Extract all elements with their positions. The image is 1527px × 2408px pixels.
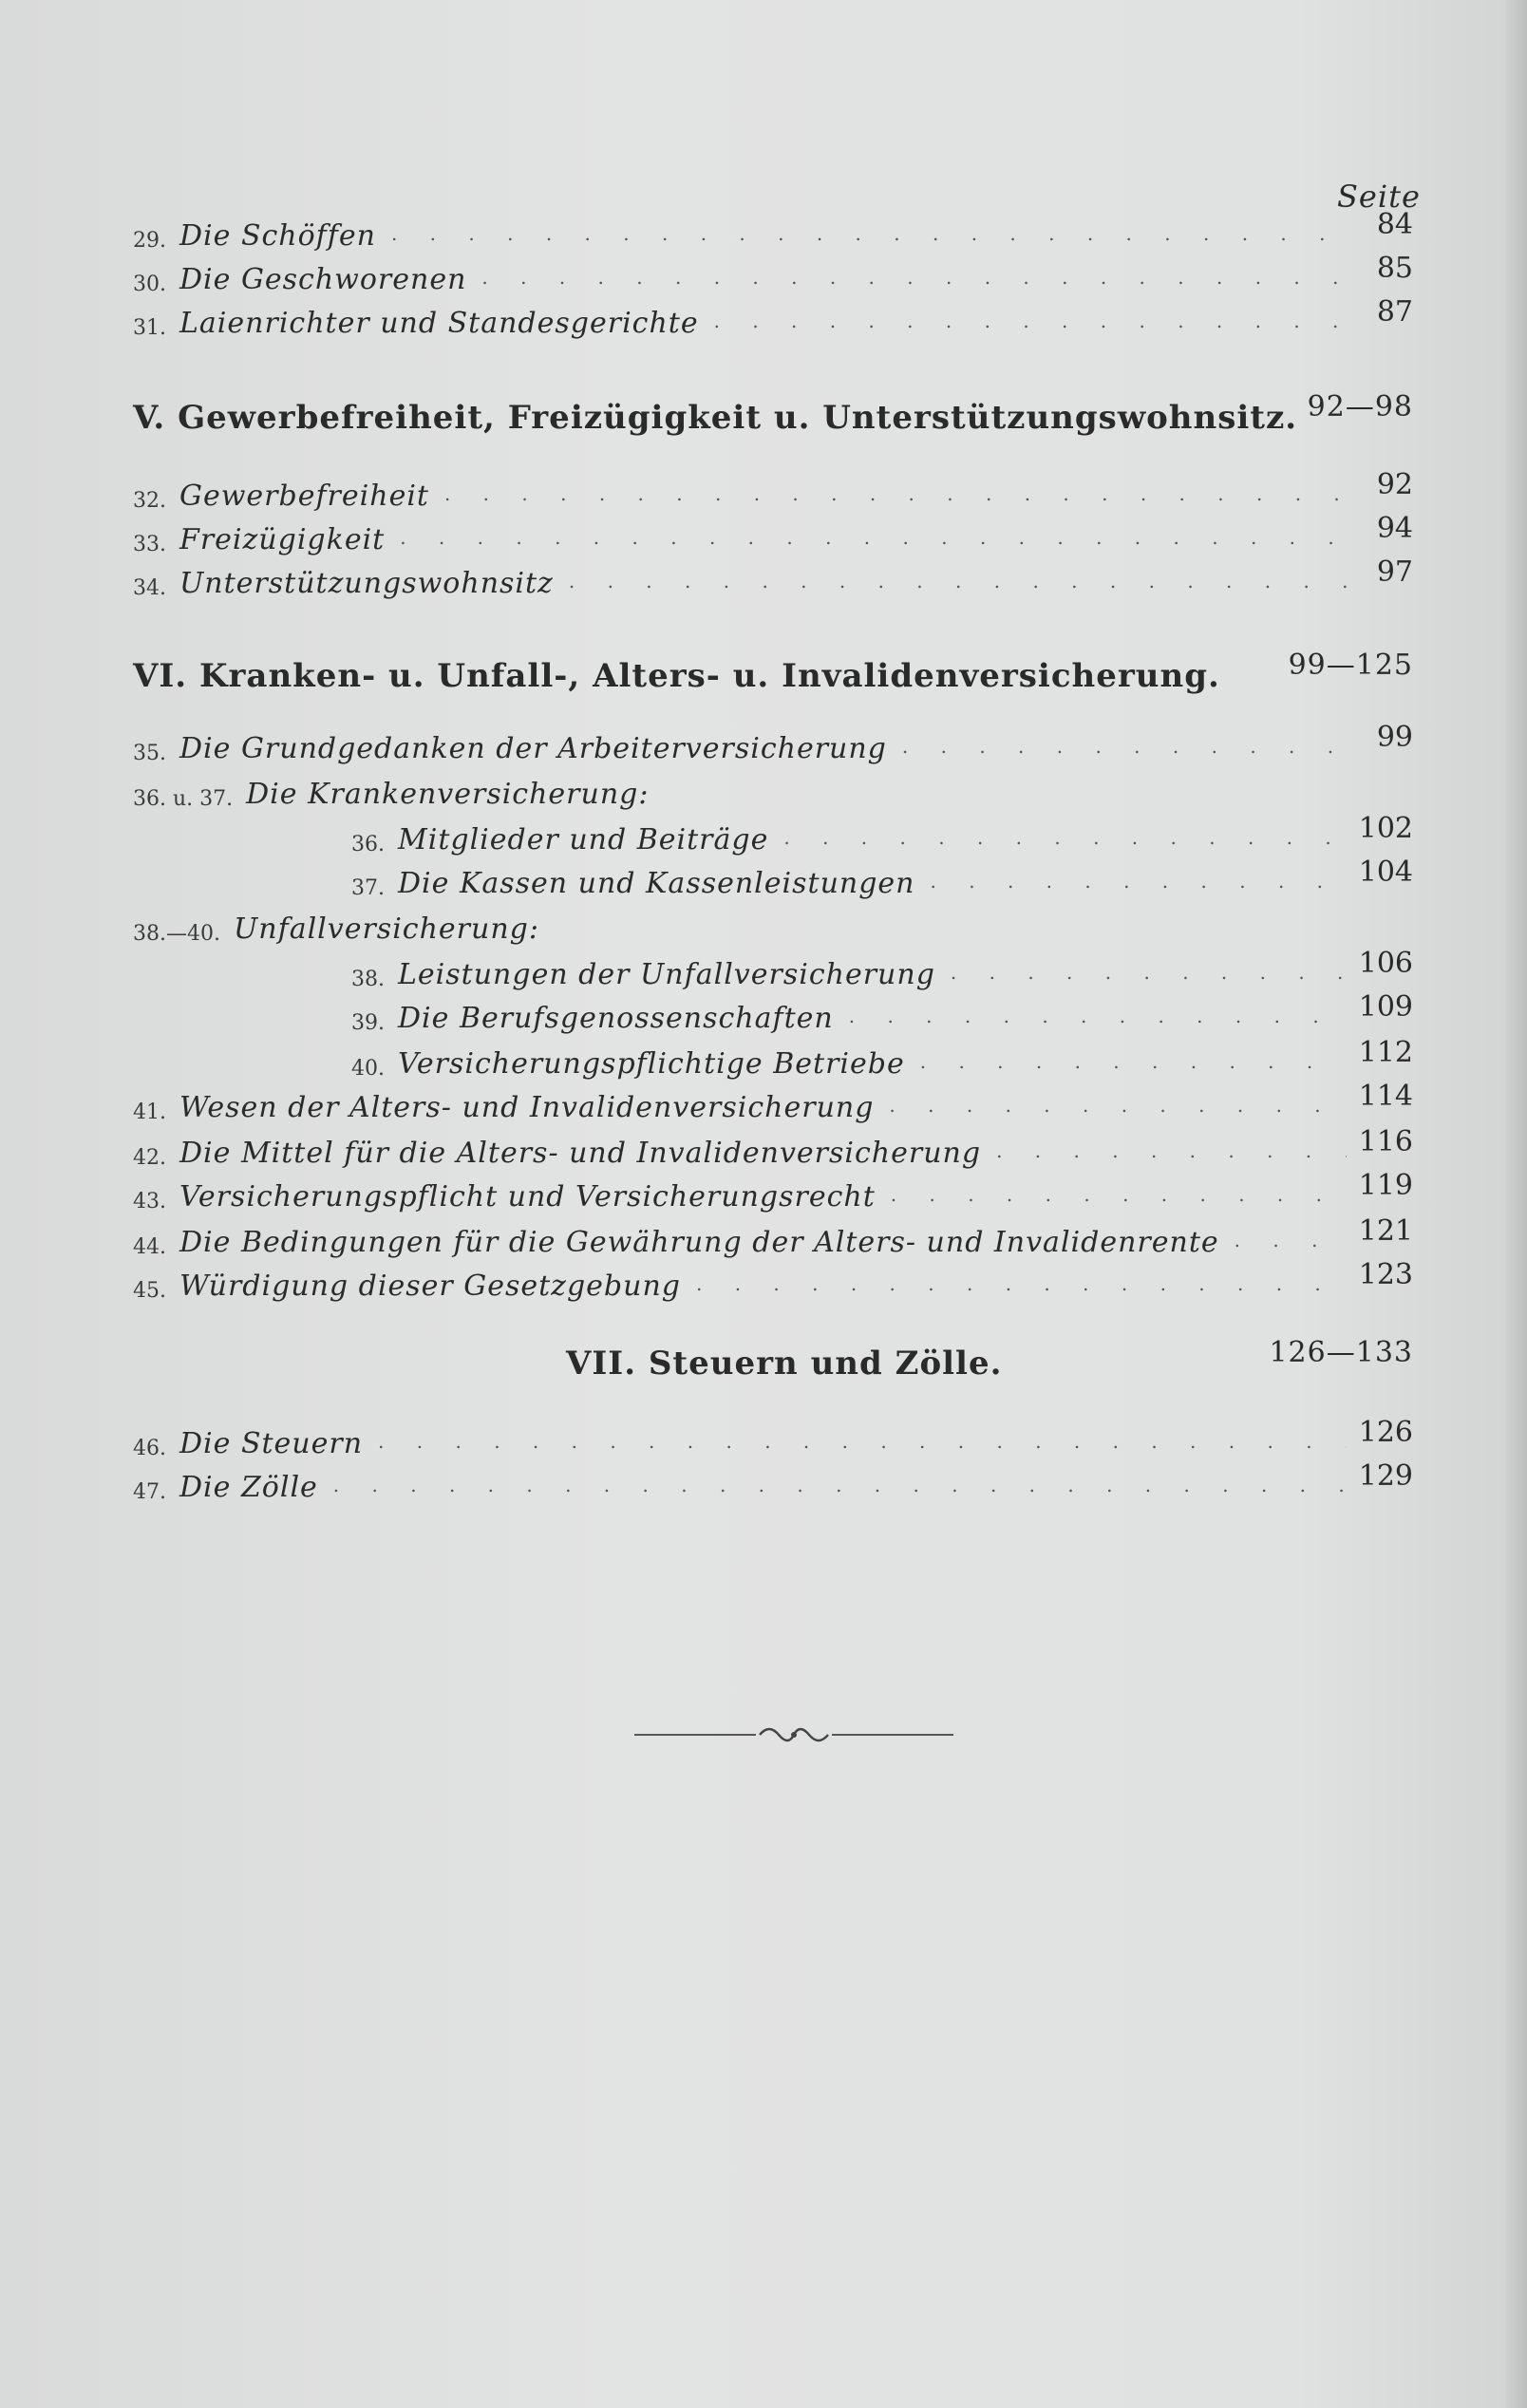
entry-number: 46. — [133, 1437, 166, 1460]
dot-leader — [391, 222, 1347, 245]
entry-page: 126 — [1358, 1416, 1413, 1449]
entry-page: 116 — [1358, 1125, 1413, 1158]
entry-number: 37. — [351, 876, 385, 900]
toc-entry — [133, 1125, 1413, 1170]
section-page-range: 126—133 — [1269, 1336, 1413, 1369]
entry-number: 34. — [133, 576, 166, 600]
dot-leader — [891, 1183, 1347, 1206]
entry-title: Wesen der Alters- und Invalidenversicherung — [179, 1091, 875, 1124]
entry-title: Unterstützungswohnsitz — [179, 567, 554, 600]
entry-page: 97 — [1376, 555, 1413, 589]
entry-number: 39. — [351, 1011, 385, 1035]
toc-entry — [133, 512, 1413, 556]
entry-title: Mitglieder und Beiträge — [398, 823, 769, 856]
toc-entry — [133, 295, 1413, 340]
section-page-range: 99—125 — [1288, 649, 1413, 682]
entry-page: 109 — [1358, 990, 1413, 1024]
toc-entry — [133, 1459, 1413, 1504]
toc-entry — [351, 990, 1413, 1035]
entry-page: 104 — [1358, 856, 1413, 889]
page-column-header: Seite — [1337, 179, 1421, 215]
entry-page: 129 — [1358, 1459, 1413, 1493]
entry-number: 40. — [351, 1057, 385, 1081]
section-title: VI. Kranken- u. Unfall-, Alters- u. Invalidenversicherung. — [133, 657, 1220, 695]
entry-number: 36. — [351, 833, 385, 856]
entry-title: Die Mittel für die Alters- und Invalidenversicherung — [179, 1137, 982, 1170]
entry-title: Die Kassen und Kassenleistungen — [398, 867, 915, 900]
entry-number: 45. — [133, 1279, 166, 1303]
dot-leader — [996, 1139, 1347, 1162]
toc-entry — [133, 1169, 1413, 1213]
entry-number: 30. — [133, 273, 166, 296]
entry-page: 102 — [1358, 812, 1413, 845]
dot-leader — [481, 266, 1347, 289]
entry-title: Die Zölle — [179, 1471, 318, 1504]
entry-page: 123 — [1358, 1258, 1413, 1291]
toc-entry — [351, 1036, 1413, 1081]
dot-leader — [714, 310, 1347, 332]
toc-entry — [133, 468, 1413, 513]
entry-page: 119 — [1358, 1169, 1413, 1202]
toc-entry — [133, 1416, 1413, 1460]
ornament-divider — [634, 1721, 953, 1749]
entry-number: 41. — [133, 1101, 166, 1124]
entry-number: 29. — [133, 229, 166, 253]
entry-title: Gewerbefreiheit — [179, 480, 429, 513]
entry-page: 84 — [1376, 208, 1413, 241]
dot-leader — [378, 1430, 1347, 1453]
entry-number: 36. u. 37. — [133, 787, 234, 811]
entry-page: 121 — [1358, 1214, 1413, 1248]
entry-page: 99 — [1376, 721, 1413, 754]
toc-entry — [351, 858, 1413, 900]
dot-leader — [1235, 1229, 1347, 1251]
entry-number: 35. — [133, 742, 166, 765]
toc-entry — [133, 721, 1413, 765]
toc-entry — [133, 1082, 1413, 1124]
section-heading — [133, 646, 1413, 695]
toc-entry — [351, 812, 1413, 856]
entry-title: Die Krankenversicherung: — [246, 778, 650, 811]
entry-title: Die Schöffen — [179, 219, 376, 253]
toc-subheading — [133, 904, 1413, 946]
entry-title: Die Grundgedanken der Arbeiterversicherung — [179, 732, 887, 765]
page-edge-shadow — [1506, 0, 1527, 2408]
dot-leader — [920, 1050, 1347, 1073]
entry-title: Die Bedingungen für die Gewährung der Alters- und Invalidenrente — [179, 1226, 1219, 1259]
entry-title: Die Geschworenen — [179, 263, 467, 296]
section-heading — [566, 1333, 1413, 1383]
dot-leader — [849, 1005, 1347, 1027]
entry-title: Die Steuern — [179, 1427, 364, 1460]
entry-number: 44. — [133, 1235, 166, 1259]
toc-subheading — [133, 769, 1413, 811]
toc-entry — [351, 947, 1413, 991]
entry-page: 106 — [1358, 947, 1413, 980]
entry-title: Leistungen der Unfallversicherung — [398, 958, 935, 991]
dot-leader — [569, 570, 1347, 593]
dot-leader — [444, 482, 1347, 505]
section-title: VII. Steuern und Zölle. — [566, 1345, 1003, 1383]
entry-page: 112 — [1358, 1036, 1413, 1069]
entry-number: 43. — [133, 1190, 166, 1213]
dot-leader — [400, 526, 1347, 549]
entry-page: 114 — [1358, 1080, 1413, 1113]
entry-page: 85 — [1376, 252, 1413, 285]
entry-page: 92 — [1376, 468, 1413, 501]
dot-leader — [951, 961, 1347, 984]
section-title: V. Gewerbefreiheit, Freizügigkeit u. Unterstützungswohnsitz. — [133, 399, 1298, 437]
entry-title: Laienrichter und Standesgerichte — [179, 307, 699, 340]
entry-title: Versicherungspflichtige Betriebe — [398, 1047, 905, 1081]
dot-leader — [783, 826, 1347, 849]
entry-number: 31. — [133, 316, 166, 340]
toc-entry — [133, 208, 1413, 253]
section-heading — [133, 387, 1413, 437]
dot-leader — [931, 870, 1347, 893]
dot-leader — [902, 735, 1347, 758]
dot-leader — [696, 1272, 1347, 1295]
entry-title: Würdigung dieser Gesetzgebung — [179, 1270, 681, 1303]
entry-title: Die Berufsgenossenschaften — [398, 1002, 834, 1035]
entry-title: Freizügigkeit — [179, 523, 386, 556]
entry-number: 47. — [133, 1480, 166, 1504]
section-page-range: 92—98 — [1307, 390, 1413, 423]
entry-number: 38. — [351, 968, 385, 991]
dot-leader — [889, 1094, 1347, 1117]
entry-page: 87 — [1376, 295, 1413, 329]
toc-entry — [133, 254, 1413, 296]
entry-page: 94 — [1376, 512, 1413, 545]
dot-leader — [333, 1474, 1347, 1496]
toc-entry — [133, 1258, 1413, 1303]
toc-entry — [133, 555, 1413, 600]
entry-number: 38.—40. — [133, 922, 220, 946]
entry-number: 33. — [133, 533, 166, 556]
entry-title: Unfallversicherung: — [233, 912, 539, 946]
entry-number: 32. — [133, 489, 166, 513]
entry-title: Versicherungspflicht und Versicherungsrecht — [179, 1180, 876, 1213]
toc-entry — [133, 1214, 1413, 1259]
entry-number: 42. — [133, 1146, 166, 1170]
